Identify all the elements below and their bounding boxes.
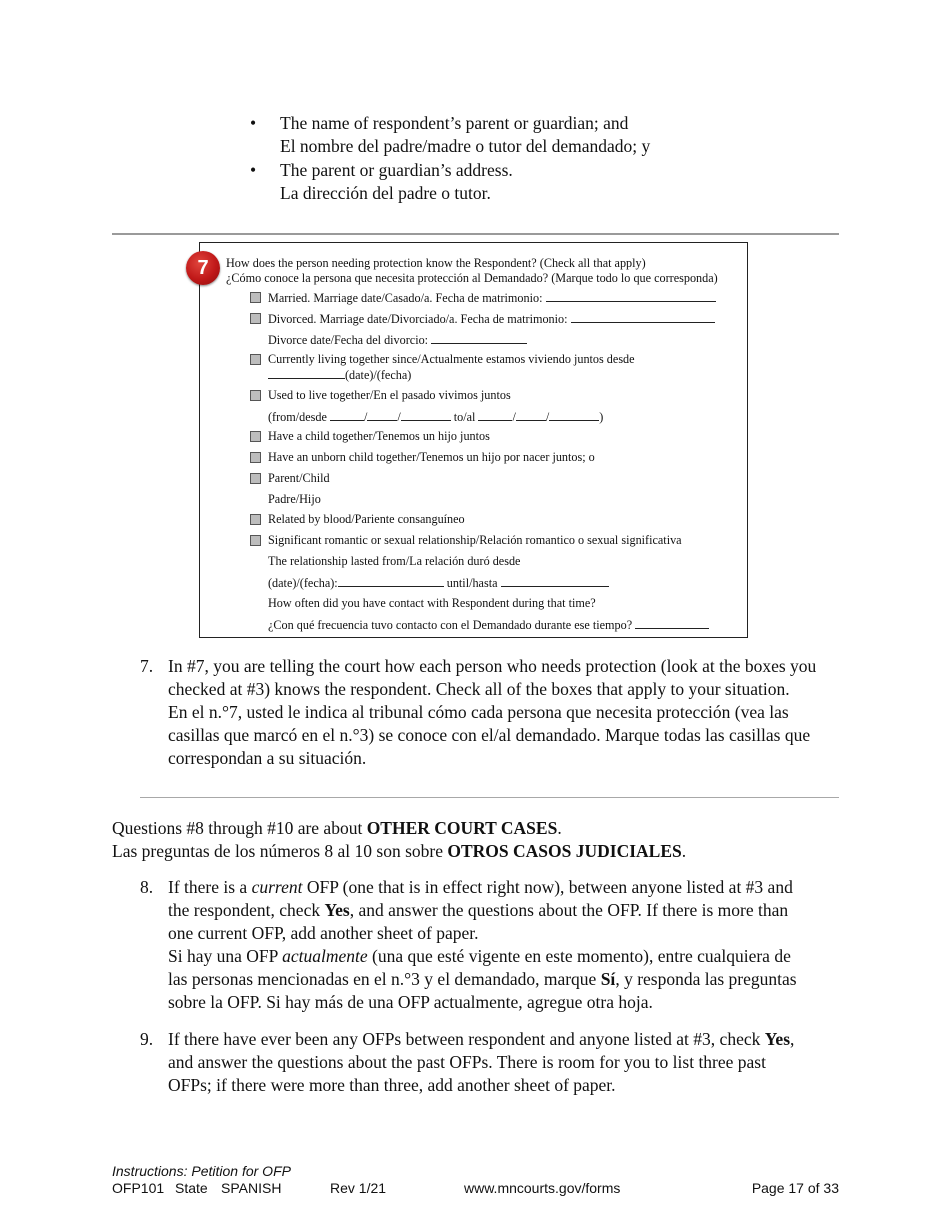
how-often-en: How often did you have contact with Respondent during that time? — [268, 596, 596, 610]
to-year-line[interactable] — [549, 409, 599, 421]
item-line: sobre la OFP. Si hay más de una OFP actualmente, agregue otra hoja. — [168, 992, 653, 1012]
italic-text: current — [251, 877, 303, 897]
checkbox-romantic[interactable] — [250, 535, 261, 546]
checkbox-used-to-live[interactable] — [250, 390, 261, 401]
item-line — [168, 945, 843, 968]
section-intro-es — [112, 840, 686, 863]
section-divider — [140, 797, 839, 798]
divorce-date-line[interactable] — [431, 332, 527, 344]
checkbox-divorced[interactable] — [250, 313, 261, 324]
option-divorced-label: Divorced. Marriage date/Divorciado/a. Fecha de matrimonio: — [268, 312, 568, 326]
text: , y responda las preguntas — [615, 969, 797, 989]
divorce-date-label: Divorce date/Fecha del divorcio: — [268, 333, 429, 347]
option-used-to-live: Used to live together/En el pasado vivimos juntos — [268, 388, 511, 402]
option-living-together: Currently living together since/Actualmente estamos viviendo juntos desde — [268, 352, 635, 366]
section-divider — [112, 233, 839, 235]
footer-state: State — [175, 1180, 208, 1196]
item-line: En el n.°7, usted le indica al tribunal cómo cada persona que necesita protección (vea las — [168, 702, 789, 722]
to-month-line[interactable] — [478, 409, 512, 421]
form-question — [226, 256, 718, 285]
option-unborn-child: Have an unborn child together/Tenemos un hijo por nacer juntos; o — [268, 450, 595, 464]
text: (una que esté vigente en este momento), entre cualquiera de — [367, 946, 791, 966]
from-month-line[interactable] — [330, 409, 364, 421]
section-intro — [112, 817, 686, 863]
item-line — [168, 1028, 843, 1051]
bullet-text-en: The parent or guardian’s address. — [280, 160, 513, 180]
form-question-en: How does the person needing protection know the Respondent? (Check all that apply) — [226, 256, 646, 270]
bold-text: OTHER COURT CASES — [366, 818, 558, 838]
item-line: OFPs; if there were more than three, add another sheet of paper. — [168, 1075, 616, 1095]
option-married-label: Married. Marriage date/Casado/a. Fecha de matrimonio: — [268, 291, 543, 305]
bold-text: OTROS CASOS JUDICIALES — [447, 841, 682, 861]
text: Si hay una OFP — [168, 946, 283, 966]
option-parent-child-es: Padre/Hijo — [268, 492, 321, 506]
relationship-dates-row — [268, 575, 609, 590]
living-date-line[interactable] — [268, 367, 345, 379]
from-day-line[interactable] — [367, 409, 397, 421]
question-number-badge: 7 — [186, 251, 220, 285]
item-line — [168, 899, 843, 922]
item-9-text — [168, 1028, 843, 1097]
text: las personas mencionadas en el n.°3 y el demandado, marque — [168, 969, 601, 989]
item-line: casillas que marcó en el n.°3) se conoce con el/al demandado. Marque todas las casillas que — [168, 725, 811, 745]
text: If there is a — [168, 877, 252, 897]
option-blood: Related by blood/Pariente consanguíneo — [268, 512, 465, 526]
divorced-marriage-date-line[interactable] — [571, 311, 715, 323]
checkbox-married[interactable] — [250, 292, 261, 303]
date-label: (date)/(fecha): — [268, 576, 338, 590]
form-question-es: ¿Cómo conoce la persona que necesita protección al Demandado? (Marque todo lo que corresponda) — [226, 270, 718, 285]
text: . — [681, 841, 687, 861]
footer-language: SPANISH — [221, 1180, 282, 1196]
bullet-item — [250, 112, 650, 158]
footer-title: Instructions: Petition for OFP — [112, 1163, 291, 1179]
item-number: 8. — [140, 877, 154, 897]
divorce-date-row — [268, 332, 527, 347]
item-line: In #7, you are telling the court how each person who needs protection (look at the boxes you — [168, 656, 817, 676]
checkbox-unborn-child[interactable] — [250, 452, 261, 463]
checkbox-living-together[interactable] — [250, 354, 261, 365]
item-line: one current OFP, add another sheet of paper. — [168, 923, 479, 943]
bullet-list — [250, 112, 650, 206]
option-married — [268, 290, 716, 305]
item-line: and answer the questions about the past OFPs. There is room for you to list three past — [168, 1052, 766, 1072]
until-label: until/hasta — [446, 576, 498, 590]
text: , — [790, 1029, 795, 1049]
item-7-text — [168, 655, 843, 770]
bullet-text-es: El nombre del padre/madre o tutor del demandado; y — [280, 136, 651, 156]
item-line: correspondan a su situación. — [168, 748, 367, 768]
footer-form-code: OFP101 — [112, 1180, 165, 1196]
contact-frequency-line[interactable] — [635, 617, 709, 629]
bold-text: Yes — [324, 900, 350, 920]
text: If there have ever been any OFPs between respondent and anyone listed at #3, check — [168, 1029, 765, 1049]
to-label: to/al — [453, 410, 476, 424]
text: Las preguntas de los números 8 al 10 son sobre — [112, 841, 448, 861]
bullet-dot: • — [250, 160, 257, 180]
text: , and answer the questions about the OFP. If there is more than — [349, 900, 789, 920]
from-to-dates-row: (from/desde / / to/al / / ) — [268, 410, 604, 424]
to-day-line[interactable] — [516, 409, 546, 421]
option-divorced — [268, 311, 715, 326]
relationship-end-line[interactable] — [501, 575, 609, 587]
footer-page-number: Page 17 of 33 — [751, 1180, 839, 1196]
bullet-text-es: La dirección del padre o tutor. — [280, 183, 491, 203]
bold-text: Sí — [600, 969, 616, 989]
married-date-line[interactable] — [546, 290, 716, 302]
item-line — [168, 876, 843, 899]
item-number: 9. — [140, 1029, 154, 1049]
how-often-es: ¿Con qué frecuencia tuvo contacto con el Demandado durante ese tiempo? — [268, 618, 633, 632]
from-year-line[interactable] — [401, 409, 451, 421]
from-label: (from/desde — [268, 410, 327, 424]
living-date-label: (date)/(fecha) — [345, 368, 412, 382]
item-line — [168, 968, 843, 991]
item-8-text — [168, 876, 843, 1014]
option-parent-child: Parent/Child — [268, 471, 330, 485]
living-date-row — [268, 367, 411, 382]
relationship-start-line[interactable] — [338, 575, 444, 587]
bullet-dot: • — [250, 113, 257, 133]
item-line: checked at #3) knows the respondent. Check all of the boxes that apply to your situation. — [168, 679, 790, 699]
item-number: 7. — [140, 656, 154, 676]
option-child: Have a child together/Tenemos un hijo juntos — [268, 429, 490, 443]
footer-url[interactable]: www.mncourts.gov/forms — [464, 1180, 621, 1196]
checkbox-parent-child[interactable] — [250, 473, 261, 484]
relationship-lasted: The relationship lasted from/La relación duró desde — [268, 554, 521, 568]
how-often-es-row — [268, 617, 709, 632]
bullet-text-en: The name of respondent’s parent or guardian; and — [280, 113, 629, 133]
bold-text: Yes — [764, 1029, 791, 1049]
italic-text: actualmente — [282, 946, 368, 966]
checkbox-blood[interactable] — [250, 514, 261, 525]
section-intro-en — [112, 817, 686, 840]
text: Questions #8 through #10 are about — [112, 818, 367, 838]
text: OFP (one that is in effect right now), between anyone listed at #3 and — [302, 877, 793, 897]
bullet-item — [250, 159, 650, 205]
text: the respondent, check — [168, 900, 325, 920]
checkbox-child[interactable] — [250, 431, 261, 442]
footer-revision: Rev 1/21 — [330, 1180, 387, 1196]
option-romantic: Significant romantic or sexual relationship/Relación romantico o sexual significativa — [268, 533, 682, 547]
text: . — [557, 818, 562, 838]
